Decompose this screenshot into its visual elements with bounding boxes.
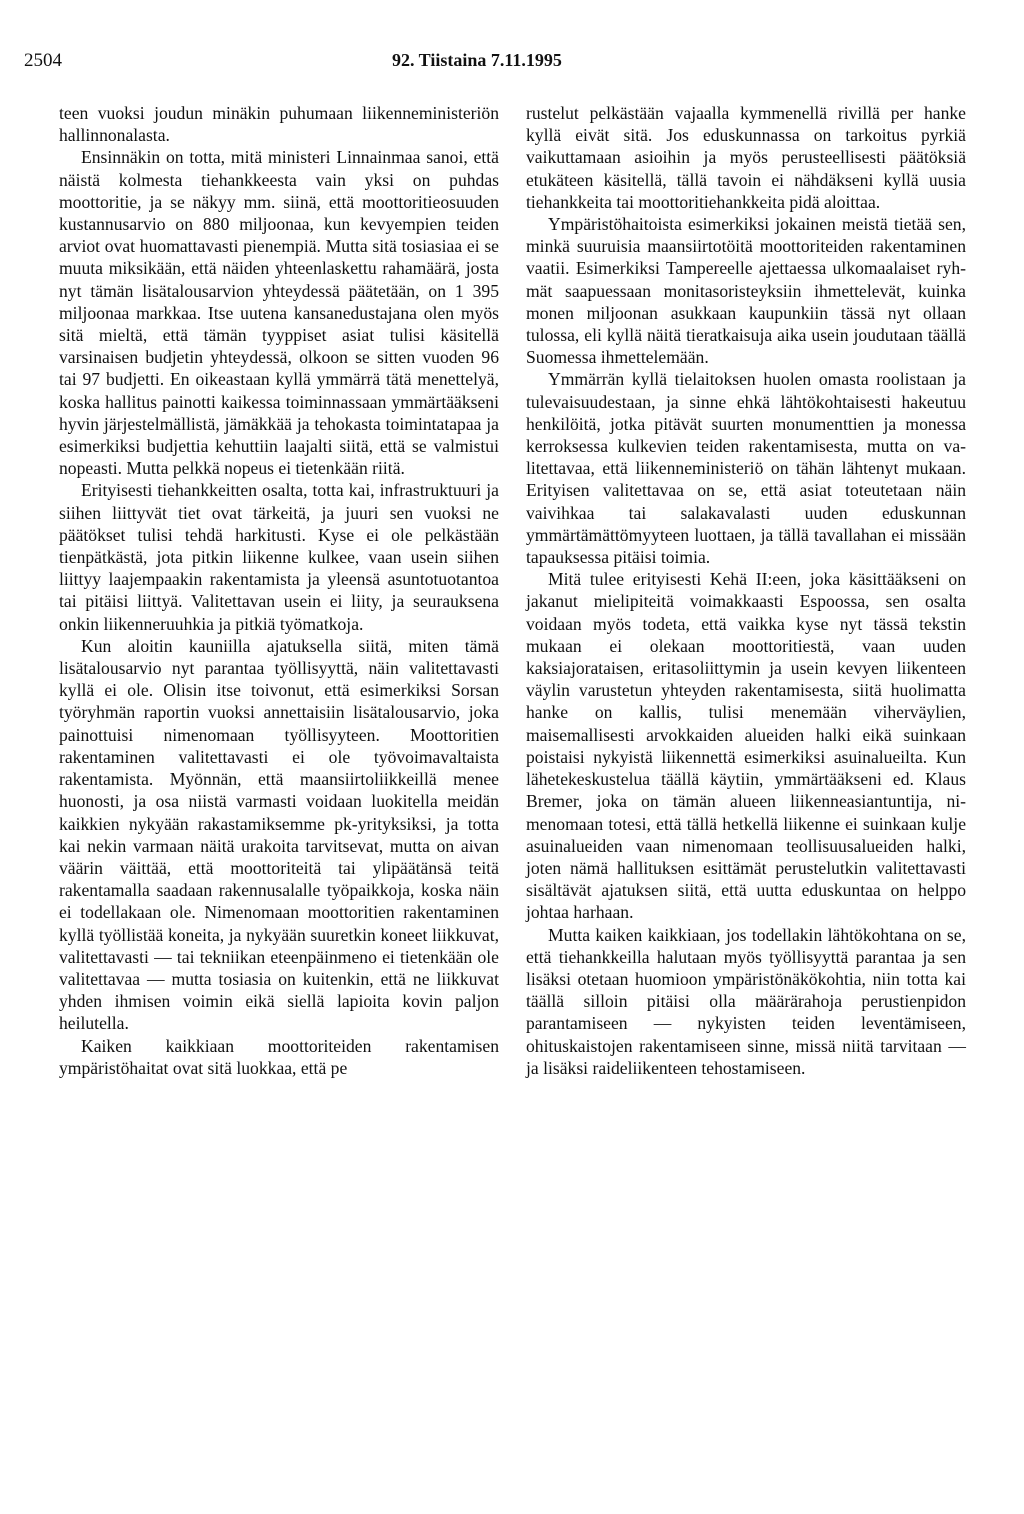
paragraph: Erityisesti tiehankkeitten osalta, totta kai, infrastruktuuri ja siihen liittyvät tiet ovat tärkeitä, ja juuri sen vuoksi ne päätökset tulisi tehdä harkitusti. Kyse ei ole pelkästään tienpätkästä, jota pitkin liikenne kulkee, vaan usein siihen liittyy laajempaakin rakentamista ja yleensä asuntotuotantoa tai pitäisi liittyä. Valitettavan usein ei liity, ja seurauksena onkin liikenneruuhkia ja pitkiä työmatkoja. — [59, 480, 499, 634]
paragraph: rustelut pelkästään vajaalla kymmenellä rivillä per hanke kyllä eivät sitä. Jos eduskunnassa on tarkoitus pyrkiä vaikuttamaan asioihin ja myös perusteellisesti päätöksiä etukäteen käsitellä, tällä tavoin ei nähdäkseni kyllä uusia tiehankkeita tai moottoritiehankkeita pidä aloittaa. — [526, 103, 966, 212]
page-number: 2504 — [24, 50, 62, 71]
paragraph: teen vuoksi joudun minäkin puhumaan liikenneministeriön hallinnonalasta. — [59, 103, 499, 146]
paragraph: Kaiken kaikkiaan moottoriteiden rakentamisen ympäristöhaitat ovat sitä luokkaa, että pe — [59, 1035, 499, 1078]
paragraph: Kun aloitin kauniilla ajatuksella siitä, miten tämä lisätalousarvio nyt parantaa työllisyyttä, näin valitettavasti kyllä ei ole. Olisin itse toivonut, että esimerkiksi Sorsan työryhmän raportin vuoksi annettaisiin lisätalousarvio, joka painottuisi nimenomaan työllisyyteen. Moottoritien rakentaminen valitettavasti ei ole työvoimavaltaista rakentamista. Myönnän, että maansiirtoliikkeillä menee huonosti, ja osa niistä varmasti voidaan luokitella meidän kaikkien nykyään rakastamiksemme pk-yrityksiksi, ja totta kai nekin varmaan näitä urakoita tarvitsevat, mutta on aivan väärin väittää, että moottoriteitä tai ylipäätänsä teitä rakentamalla saadaan rakennusalalle työpaikkoja, koska näin ei todellakaan ole. Nimenomaan moottoritien rakentaminen kyllä työllistää koneita, ja nykyään suuretkin koneet liikkuvat, valitettavasti — tai tekniikan eteenpäinmeno ei tietenkään ole valitettavaa — mutta tosiasia on kuitenkin, että ne liikkuvat yhden ihmisen voimin eikä siellä lapioita kovin paljon heilutella. — [59, 635, 499, 1034]
session-date-header: 92. Tiistaina 7.11.1995 — [392, 50, 562, 70]
paragraph: Ympäristöhaitoista esimerkiksi jokainen meistä tietää sen, minkä suuruisia maansiirtotöitä moottoriteiden rakentaminen vaatii. Esimerkiksi Tampereelle ajettaessa ulkomaalaiset ryhmät saapuessaan monitasoristeyksiin ihmettelevät, kuinka monen miljoonan asukkaan kaupunkiin tässä nyt ollaan tulossa, eli kyllä näitä tieratkaisuja aika usein joudutaan täällä Suomessa ihmettelemään. — [526, 214, 966, 368]
page-header — [24, 50, 1000, 78]
paragraph: Ymmärrän kyllä tielaitoksen huolen omasta roolistaan ja tulevaisuudestaan, ja sinne ehkä lähtökohtaisesti hakeutuu henkilöitä, jotka pitävät suurten monumenttien ja monessa kerroksessa kulkevien teiden rakentamisesta, mutta on valitettavaa, että liikenneministeriö on tähän lähtenyt mukaan. Erityisen valitettavaa on se, että asiat toteutetaan näin vaivihkaa tai salakavalasti uuden eduskunnan ymmärtämättömyyteen luottaen, ja tällä tavallahan ei missään tapauksessa pitäisi toimia. — [526, 369, 966, 568]
right-text-column — [526, 102, 966, 1079]
paragraph: Ensinnäkin on totta, mitä ministeri Linnainmaa sanoi, että näistä kolmesta tiehankkeesta vain yksi on puhdas moottoritie, ja se näkyy mm. siinä, että moottoritieosuuden kustannusarvio on 880 miljoonaa, kun kevyempien teiden arviot ovat huomattavasti pienempiä. Mutta sitä tosiasiaa ei se muuta miksikään, että näiden yhteenlaskettu rahamäärä, josta nyt tämän lisätalousarvion yhteydessä päätetään, on 1 395 miljoonaa markkaa. Itse uutena kansanedustajana olen myös sitä mieltä, että tämän tyyppiset asiat tulisi käsitellä varsinaisen budjetin yhteydessä, olkoon se sitten vuoden 96 tai 97 budjetti. En oikeastaan kyllä ymmärrä tätä menettelyä, koska hallitus painotti kaikessa toiminnassaan ymmärtääkseni hyvin järjestelmällistä, jämäkkää ja tehokasta toimintatapaa ja esimerkiksi budjettia kehuttiin laajalti siitä, että se valmistui nopeasti. Mutta pelkkä nopeus ei tietenkään riitä. — [59, 147, 499, 479]
paragraph: Mitä tulee erityisesti Kehä II:een, joka käsittääkseni on jakanut mielipiteitä voimakkaasti Espoossa, sen osalta voidaan myös todeta, että vaikka kyse nyt tässä tekstin mukaan ei olekaan moottoritiestä, vaan uuden kaksiajorataisen, eritasoliittymin ja usein kevyen liikenteen väylin varustetun yhteyden rakentamisesta, siitä huolimatta hanke on kallis, tulisi menemään viherväylien, maisemallisesti arvokkaiden alueiden halki eikä suinkaan poistaisi nykyistä liikennettä esimerkiksi asuinalueilta. Kun lähetekeskustelua täällä käytiin, ymmärtääkseni ed. Klaus Bremer, joka on tämän alueen liikenneasiantuntija, nimenomaan totesi, että tällä hetkellä liikenne ei suinkaan kulje asuinalueiden vaan nimenomaan teollisuusalueiden halki, joten nämä hallituksen esittämät perustelutkin valitettavasti sisältävät ajatuksen siitä, että uutta eduskuntaa on helppo johtaa harhaan. — [526, 569, 966, 923]
paragraph: Mutta kaiken kaikkiaan, jos todellakin lähtökohtana on se, että tiehankkeilla halutaan myös työllisyyttä parantaa ja sen lisäksi otetaan huomioon ympäristönäkökohtia, niin totta kai täällä silloin pitäisi olla määrärahoja perustienpidon parantamiseen — nykyisten teiden leventämiseen, ohituskaistojen rakentamiseen sinne, missä niitä tarvitaan — ja lisäksi raideliikenteen tehostamiseen. — [526, 924, 966, 1078]
left-text-column — [59, 102, 499, 1079]
